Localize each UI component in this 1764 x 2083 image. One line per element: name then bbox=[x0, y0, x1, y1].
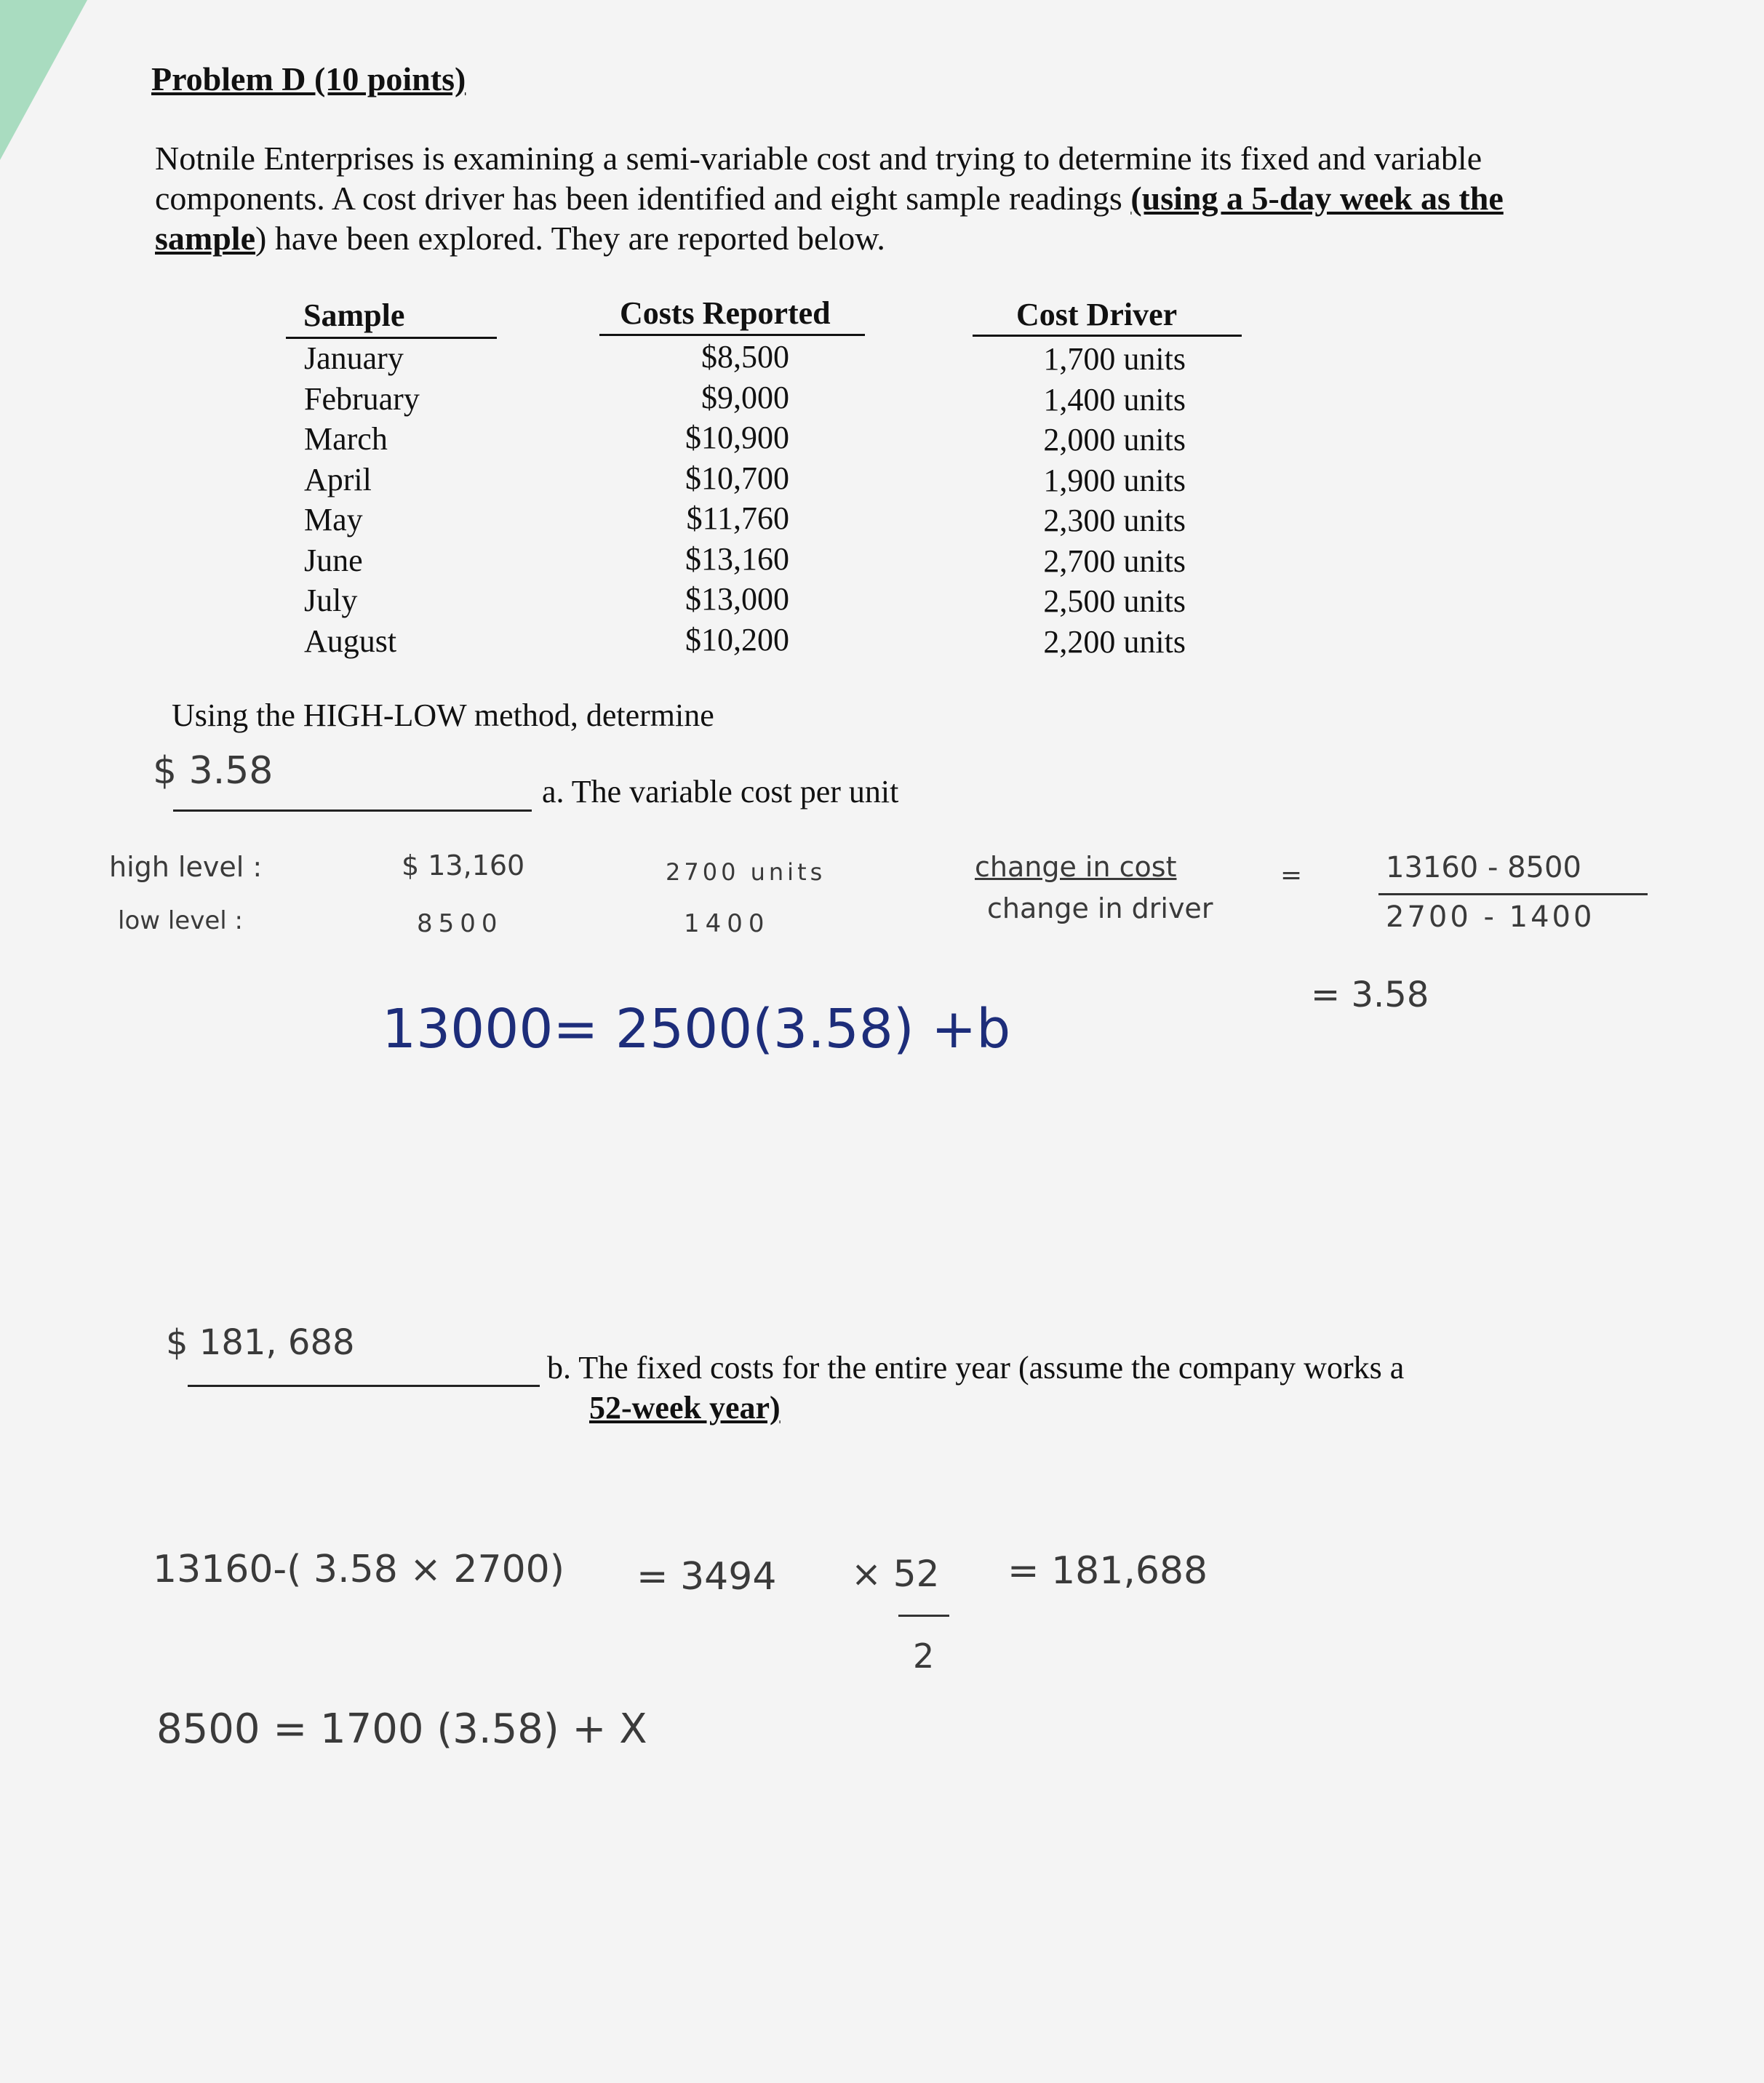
problem-title: Problem D (10 points) bbox=[151, 60, 466, 97]
table-cell-sample: January bbox=[304, 340, 404, 376]
header-driver-rule bbox=[973, 335, 1242, 337]
header-driver: Cost Driver bbox=[1016, 297, 1178, 332]
intro-text-1: Notnile Enterprises is examining a semi-variable cost and trying to determine its fixed and variable components. A cost driver has been identified and eight sample readings bbox=[155, 140, 1482, 217]
header-sample: Sample bbox=[303, 297, 405, 333]
blue-equation: 13000= 2500(3.58) +b bbox=[382, 998, 1011, 1060]
fraction-bar bbox=[1378, 893, 1648, 895]
table-cell-cost: $10,200 bbox=[685, 621, 789, 657]
table-cell-driver: 2,300 units bbox=[1043, 503, 1186, 538]
table-cell-cost: $13,000 bbox=[685, 581, 789, 617]
table-cell-cost: $13,160 bbox=[685, 540, 789, 577]
cost-column bbox=[640, 337, 789, 660]
low-units: 1400 bbox=[684, 909, 770, 938]
change-in-driver: change in driver bbox=[987, 892, 1213, 924]
fraction-numerator: 13160 - 8500 bbox=[1386, 851, 1581, 884]
table-cell-driver: 2,500 units bbox=[1043, 583, 1186, 619]
table-cell-sample: May bbox=[304, 502, 363, 537]
change-in-cost: change in cost bbox=[975, 851, 1177, 883]
fixed-cost-calc-result: = 3494 bbox=[636, 1555, 777, 1599]
table-cell-cost: $11,760 bbox=[686, 500, 789, 536]
question-a-label: a. The variable cost per unit bbox=[542, 774, 899, 809]
low-cost: 8500 bbox=[417, 909, 503, 938]
instructions-text: Using the HIGH-LOW method, determine bbox=[172, 697, 714, 733]
table-cell-driver: 2,700 units bbox=[1043, 543, 1186, 579]
multiplier-underline bbox=[898, 1615, 949, 1617]
table-cell-sample: April bbox=[304, 461, 372, 497]
table-cell-sample: February bbox=[304, 380, 420, 417]
driver-column bbox=[1004, 339, 1186, 662]
sample-column bbox=[304, 338, 537, 661]
question-b-underlined: 52-week year) bbox=[589, 1390, 781, 1426]
annual-fixed-cost-result: = 181,688 bbox=[1007, 1549, 1208, 1593]
table-cell-driver: 1,700 units bbox=[1043, 341, 1186, 377]
table-cell-sample: March bbox=[304, 421, 388, 457]
table-cell-driver: 2,000 units bbox=[1043, 422, 1186, 457]
problem-intro bbox=[155, 138, 1537, 258]
answer-b-handwritten: $ 181, 688 bbox=[166, 1322, 355, 1363]
high-units: 2700 units bbox=[666, 858, 826, 886]
high-cost: $ 13,160 bbox=[402, 849, 525, 881]
answer-a-line bbox=[173, 809, 532, 812]
fraction-denominator: 2700 - 1400 bbox=[1386, 900, 1595, 934]
answer-a-handwritten: $ 3.58 bbox=[153, 749, 274, 793]
table-cell-cost: $9,000 bbox=[701, 379, 789, 415]
fixed-cost-calc: 13160-( 3.58 × 2700) bbox=[153, 1548, 565, 1591]
high-level-label: high level : bbox=[109, 851, 263, 883]
answer-b-line bbox=[188, 1385, 540, 1387]
table-cell-driver: 1,400 units bbox=[1043, 381, 1186, 417]
table-cell-sample: June bbox=[304, 542, 363, 578]
table-cell-sample: August bbox=[304, 623, 397, 659]
table-cell-cost: $8,500 bbox=[701, 339, 789, 375]
variable-cost-result: = 3.58 bbox=[1311, 975, 1429, 1015]
low-level-equation: 8500 = 1700 (3.58) + X bbox=[156, 1706, 647, 1753]
intro-text-2: ) have been explored. They are reported below. bbox=[255, 220, 885, 257]
question-b-label: b. The fixed costs for the entire year (assume the company works a bbox=[547, 1350, 1405, 1386]
fixed-cost-multiplier: × 52 bbox=[851, 1553, 940, 1595]
header-costs-rule bbox=[599, 334, 865, 336]
table-cell-driver: 2,200 units bbox=[1043, 623, 1186, 660]
equals-sign: = bbox=[1280, 860, 1303, 890]
low-level-label: low level : bbox=[118, 906, 243, 935]
table-cell-cost: $10,700 bbox=[685, 460, 789, 496]
intro-underlined: (using a 5-day week as the sample bbox=[155, 180, 1504, 257]
table-cell-driver: 1,900 units bbox=[1043, 462, 1186, 498]
header-costs: Costs Reported bbox=[620, 295, 831, 331]
table-cell-sample: July bbox=[304, 583, 358, 618]
table-cell-cost: $10,900 bbox=[685, 420, 789, 455]
multiplier-note: 2 bbox=[913, 1636, 935, 1676]
